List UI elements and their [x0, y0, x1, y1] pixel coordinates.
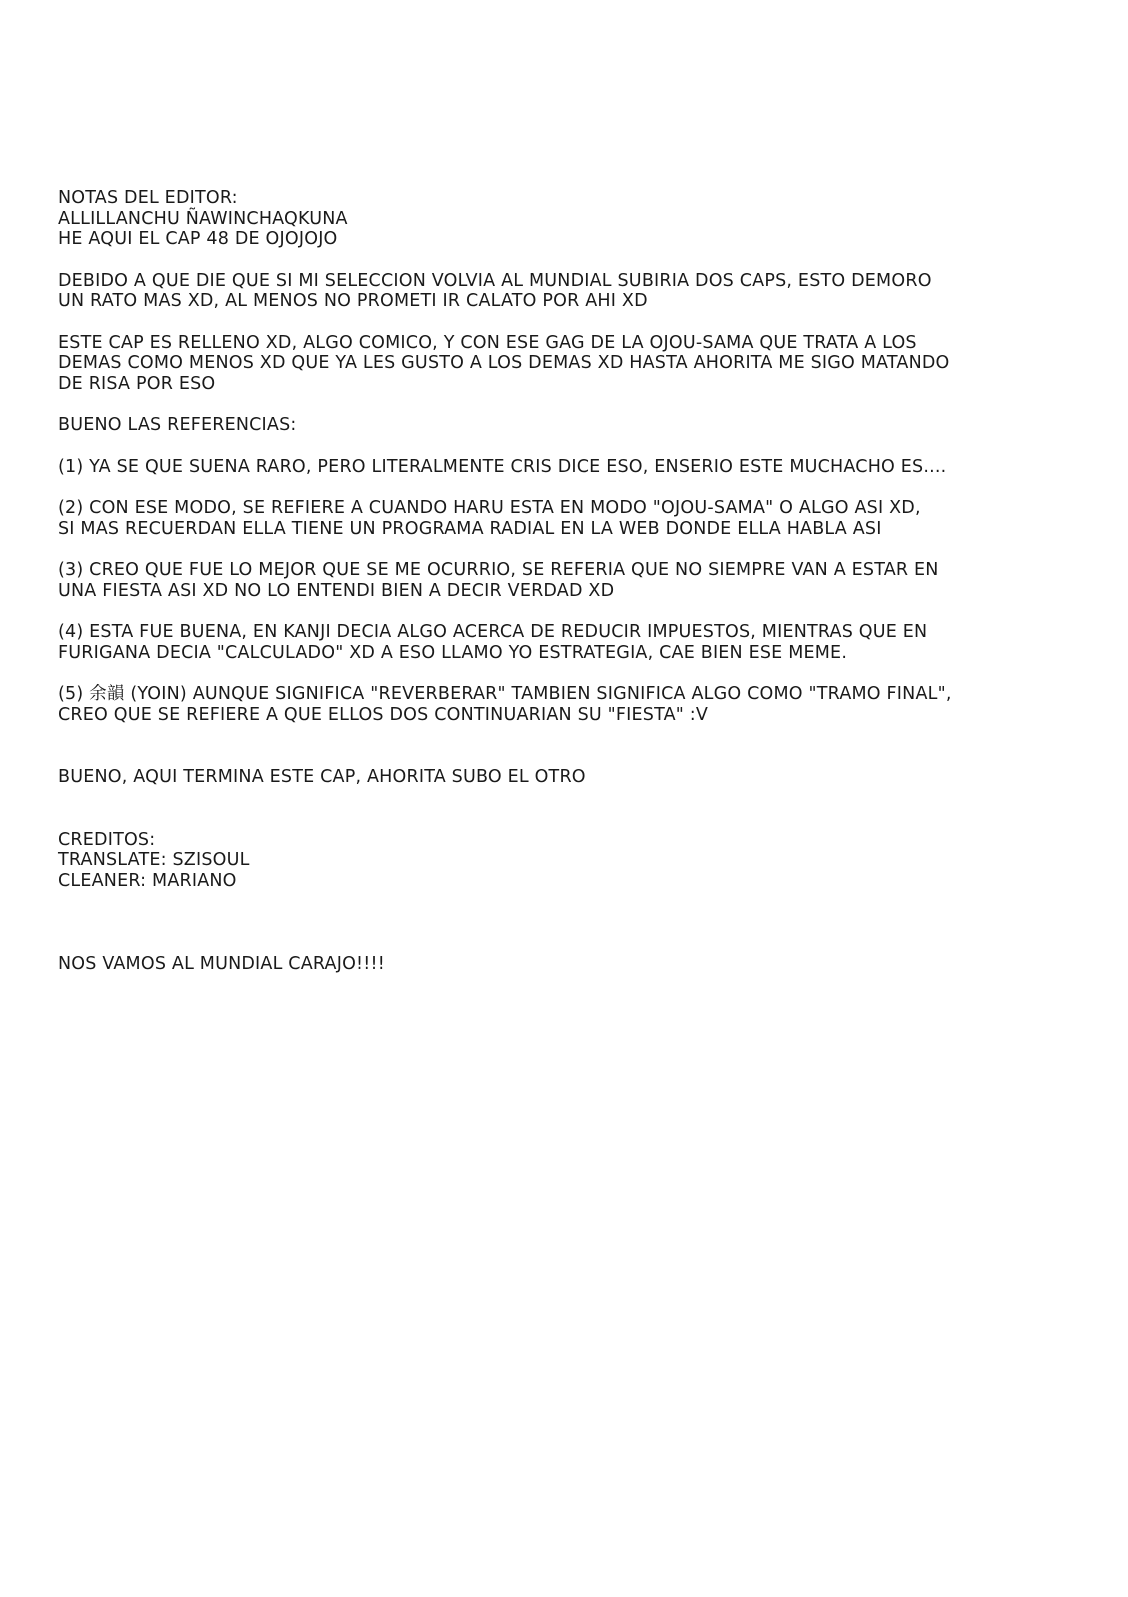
- paragraph-line: DEBIDO A QUE DIE QUE SI MI SELECCION VOLVIA AL MUNDIAL SUBIRIA DOS CAPS, ESTO DEMORO: [58, 270, 932, 291]
- credits-cleaner: CLEANER: MARIANO: [58, 870, 237, 891]
- final-line: NOS VAMOS AL MUNDIAL CARAJO!!!!: [58, 954, 385, 974]
- paragraph-line: UN RATO MAS XD, AL MENOS NO PROMETI IR CALATO POR AHI XD: [58, 291, 648, 311]
- reference-1: [58, 457, 1078, 478]
- credits-title: CREDITOS:: [58, 829, 156, 850]
- reference-line: FURIGANA DECIA "CALCULADO" XD A ESO LLAMO YO ESTRATEGIA, CAE BIEN ESE MEME.: [58, 642, 848, 663]
- reference-line: (2) CON ESE MODO, SE REFIERE A CUANDO HARU ESTA EN MODO "OJOU-SAMA" O ALGO ASI XD,: [58, 498, 921, 518]
- reference-line: (1) YA SE QUE SUENA RARO, PERO LITERALMENTE CRIS DICE ESO, ENSERIO ESTE MUCHACHO ES....: [58, 456, 947, 477]
- reference-line: SI MAS RECUERDAN ELLA TIENE UN PROGRAMA RADIAL EN LA WEB DONDE ELLA HABLA ASI: [58, 518, 882, 539]
- credits-translate: TRANSLATE: SZISOUL: [58, 850, 250, 870]
- paragraph-delay: [58, 271, 1078, 312]
- reference-line: (4) ESTA FUE BUENA, EN KANJI DECIA ALGO ACERCA DE REDUCIR IMPUESTOS, MIENTRAS QUE EN: [58, 622, 928, 642]
- references-title: BUENO LAS REFERENCIAS:: [58, 415, 297, 435]
- notes-header: [58, 188, 1078, 250]
- final-message: [58, 954, 1078, 975]
- closing-line: BUENO, AQUI TERMINA ESTE CAP, AHORITA SUBO EL OTRO: [58, 767, 586, 787]
- greeting-line: ALLILLANCHU ÑAWINCHAQKUNA: [58, 208, 348, 229]
- editor-notes: [58, 188, 1078, 975]
- notes-title: NOTAS DEL EDITOR:: [58, 188, 238, 208]
- reference-2: [58, 498, 1078, 539]
- chapter-line: HE AQUI EL CAP 48 DE OJOJOJO: [58, 229, 338, 249]
- reference-5: [58, 684, 1078, 725]
- paragraph-line: DEMAS COMO MENOS XD QUE YA LES GUSTO A LOS DEMAS XD HASTA AHORITA ME SIGO MATANDO: [58, 353, 950, 373]
- reference-3: [58, 560, 1078, 601]
- paragraph-line: ESTE CAP ES RELLENO XD, ALGO COMICO, Y CON ESE GAG DE LA OJOU-SAMA QUE TRATA A LOS: [58, 332, 917, 353]
- closing-paragraph: [58, 767, 1078, 788]
- paragraph-filler: [58, 333, 1078, 395]
- references-heading: [58, 415, 1078, 436]
- reference-line: (3) CREO QUE FUE LO MEJOR QUE SE ME OCURRIO, SE REFERIA QUE NO SIEMPRE VAN A ESTAR EN: [58, 560, 939, 580]
- reference-4: [58, 622, 1078, 663]
- paragraph-line: DE RISA POR ESO: [58, 373, 216, 394]
- reference-line: (5) 余韻 (YOIN) AUNQUE SIGNIFICA "REVERBERAR" TAMBIEN SIGNIFICA ALGO COMO "TRAMO FINAL",: [58, 684, 952, 704]
- reference-line: UNA FIESTA ASI XD NO LO ENTENDI BIEN A DECIR VERDAD XD: [58, 580, 615, 601]
- reference-line: CREO QUE SE REFIERE A QUE ELLOS DOS CONTINUARIAN SU "FIESTA" :V: [58, 704, 709, 725]
- credits: [58, 830, 1078, 892]
